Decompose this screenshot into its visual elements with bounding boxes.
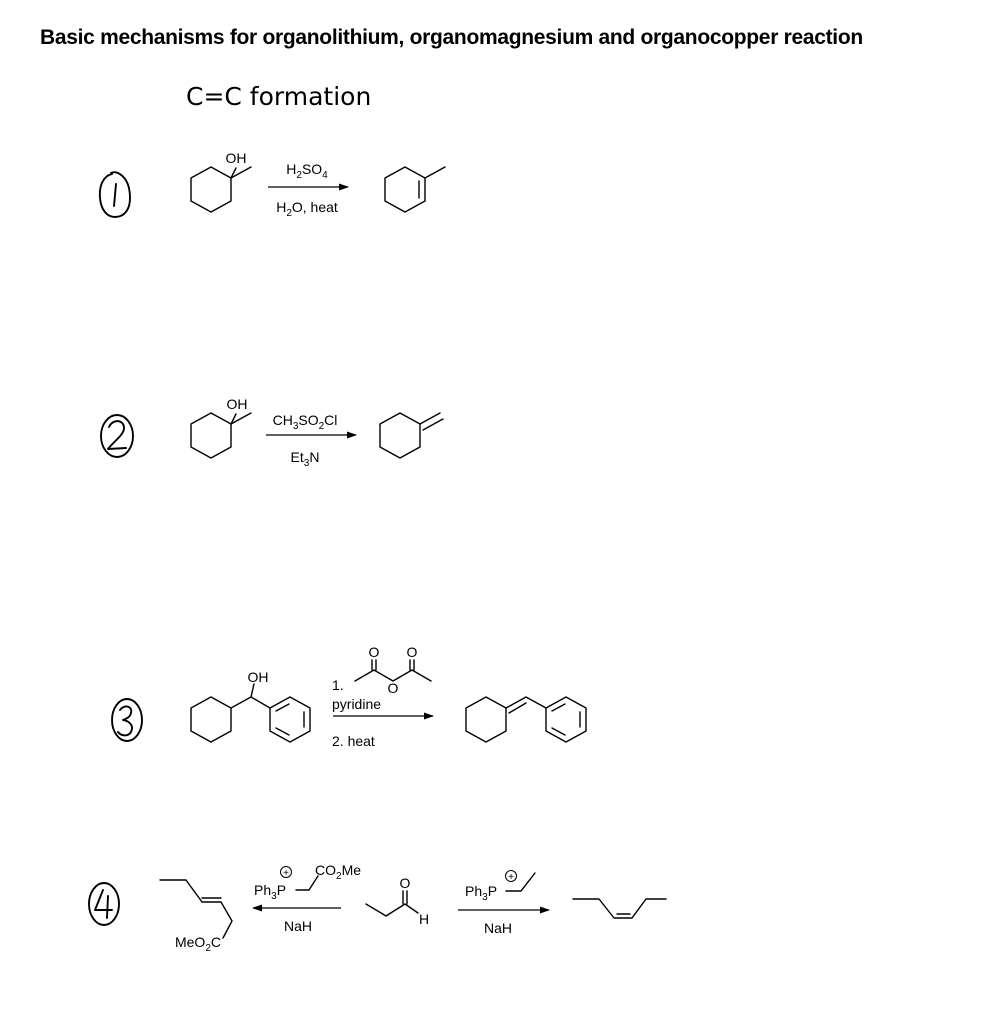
reagent-above-1: $H_2SO_4$: [286, 161, 328, 181]
acetic-anhydride: [355, 644, 431, 696]
product-1-methylcyclohexene: [385, 167, 445, 212]
base-left: NaH: [283, 918, 313, 934]
product-methylenecyclohexane: [380, 413, 443, 458]
carbonyl-oxygen-label: O: [368, 644, 380, 660]
propanal: [366, 875, 429, 927]
aldehyde-oxygen-label: O: [399, 875, 411, 891]
reactant-1-methylcyclohexanol: [191, 396, 251, 458]
ester-group-label: MeO$_2$C: [174, 934, 222, 954]
step-1-number: 1.: [332, 677, 344, 693]
reagent-below-2: $Et_3N$: [290, 449, 320, 469]
reagent-above-2: $CH_3SO_2Cl$: [272, 412, 338, 432]
reaction-4: [89, 862, 666, 954]
reactant-1-methylcyclohexanol: [191, 150, 251, 212]
hydroxyl-label: OH: [225, 150, 247, 166]
bridging-oxygen-label: O: [387, 680, 399, 696]
page-title: Basic mechanisms for organolithium, organomagnesium and organocopper reaction: [40, 26, 863, 49]
aldehyde-hydrogen-label: H: [418, 911, 430, 927]
reaction-3: [112, 644, 586, 749]
right-product-cis-hexene: [573, 899, 666, 918]
carbonyl-oxygen-label: O: [406, 644, 418, 660]
ester-label: $CO_2Me$: [315, 862, 362, 882]
reaction-number-1: [100, 172, 130, 217]
reactant-cyclohexyl-phenyl-methanol: [191, 669, 310, 742]
reaction-number-3: [112, 699, 142, 741]
phosphonium-label: $Ph_3P$: [465, 883, 498, 903]
reaction-number-2: [101, 415, 133, 457]
left-product-unsaturated-ester: [160, 880, 232, 954]
reaction-2: [101, 396, 443, 469]
reagent-below-1: $H_2O$, heat: [276, 199, 338, 219]
step-2-conditions: 2. heat: [332, 733, 375, 749]
phosphonium-charge: +: [283, 868, 289, 879]
left-ylide-reagent: [254, 862, 361, 902]
phosphonium-label: $Ph_3P$: [254, 882, 287, 902]
reaction-number-4: [89, 883, 119, 925]
step-1-reagent: pyridine: [332, 696, 382, 712]
right-ylide-reagent: [465, 871, 535, 904]
product-benzylidenecyclohexane: [466, 697, 586, 742]
reaction-1: [100, 150, 445, 219]
hydroxyl-label: OH: [226, 396, 248, 412]
section-subtitle: C=C formation: [186, 82, 372, 111]
base-right: NaH: [483, 920, 513, 936]
phosphonium-charge: +: [508, 872, 514, 883]
hydroxyl-label: OH: [247, 669, 269, 685]
